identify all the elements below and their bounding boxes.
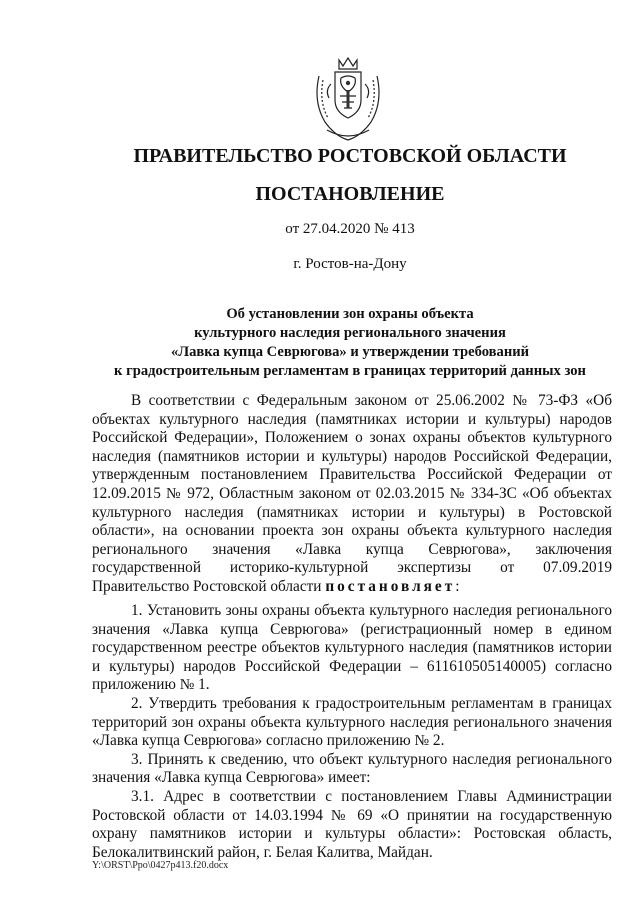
decree-word: постановляет bbox=[325, 577, 456, 595]
item-1: 1. Установить зоны охраны объекта культурного наследия регионального значения «Лавка купца Севрюгова» (регистрационный номер в едином государственном реестре объектов культурного наследия (памятников истории и культуры) народов Российской Федерации – 611610505140005) согласно приложению № 1. bbox=[92, 602, 612, 694]
coat-of-arms-icon bbox=[305, 52, 391, 144]
org-heading: ПРАВИТЕЛЬСТВО РОСТОВСКОЙ ОБЛАСТИ bbox=[133, 145, 567, 167]
preamble-block bbox=[92, 392, 612, 597]
preamble-paragraph bbox=[92, 392, 612, 597]
items-block bbox=[92, 602, 612, 862]
title-line-1: Об установлении зон охраны объекта bbox=[226, 306, 474, 322]
title-line-4: к градостроительным регламентам в границах территорий данных зон bbox=[114, 363, 586, 379]
item-3-1: 3.1. Адрес в соответствии с постановлением Главы Администрации Ростовской области от 14.03.1994 № 69 «О принятии на государственную охрану памятников истории и культуры области»: Ростовская область, Белокалитвинский район, г. Белая Калитва, Майдан. bbox=[92, 787, 612, 861]
file-path-footer: Y:\ORST\Ppo\0427p413.f20.docx bbox=[92, 860, 229, 871]
title-line-3: «Лавка купца Севрюгова» и утверждении требований bbox=[170, 344, 530, 360]
item-3: 3. Принять к сведению, что объект культурного наследия регионального значения «Лавка купца Севрюгова» имеет: bbox=[92, 750, 612, 787]
city: г. Ростов-на-Дону bbox=[293, 256, 407, 272]
preamble-text: В соответствии с Федеральным законом от 25.06.2002 № 73-ФЗ «Об объектах культурного наследия (памятниках истории и культуры) народов Российской Федерации», Положением о зонах охраны объектов культурного наследия (памятников истории и культуры) народов Российской Федерации, утвержденным постановлением Правительства Российской Федерации от 12.09.2015 № 972, Областным законом от 02.03.2015 № 334-ЗС «Об объектах культурного наследия (памятниках истории и культуры) в Ростовской области», на основании проекта зон охраны объекта культурного наследия регионального значения «Лавка купца Севрюгова», заключения государственной историко-культурной экспертизы от 07.09.2019 Правительство Ростовской области bbox=[92, 392, 612, 595]
decree-suffix: : bbox=[455, 577, 460, 595]
date-number: от 27.04.2020 № 413 bbox=[285, 221, 415, 237]
item-2: 2. Утвердить требования к градостроительным регламентам в границах территорий зон охраны объекта культурного наследия регионального значения «Лавка купца Севрюгова» согласно приложению № 2. bbox=[92, 694, 612, 750]
doc-type-heading: ПОСТАНОВЛЕНИЕ bbox=[255, 183, 445, 205]
title-line-2: культурного наследия регионального значения bbox=[194, 325, 506, 341]
